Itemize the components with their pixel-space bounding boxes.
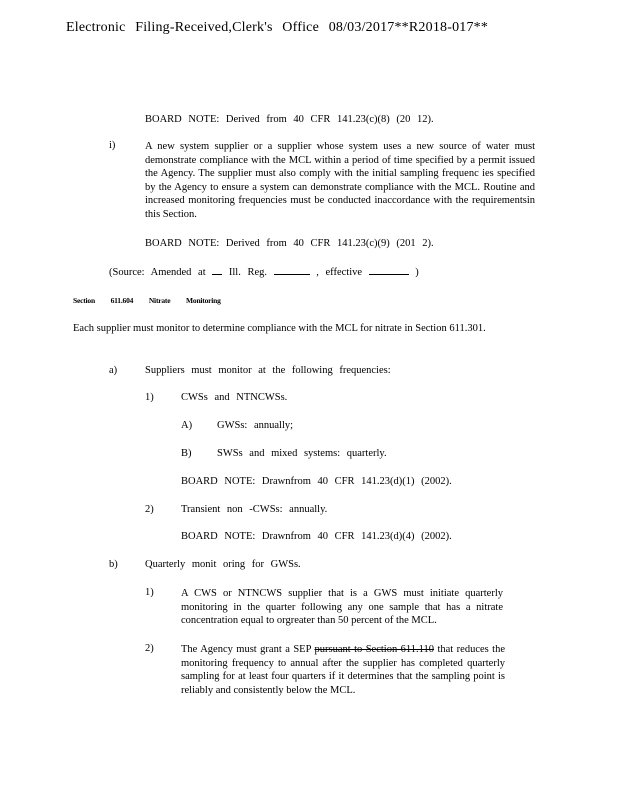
item-b2-text — [181, 643, 505, 697]
source-page-blank — [274, 265, 310, 275]
item-a1-text: CWSs and NTNCWSs. — [181, 392, 288, 403]
section-heading: Section 611.604 Nitrate Monitoring — [73, 296, 221, 305]
item-b2-pre: The Agency must grant a SEP — [181, 644, 312, 655]
source-close: ) — [415, 267, 419, 278]
item-a1-label: 1) — [145, 392, 154, 403]
source-date-blank — [369, 265, 409, 275]
item-b2-label: 2) — [145, 643, 154, 654]
item-b1-text: A CWS or NTNCWS supplier that is a GWS must initiate quarterly monitoring in the quarter following any one sample that has a nitrate concentration equal to orgreater than 50 percent of the MCL. — [181, 588, 503, 627]
source-prefix: (Source: Amended at — [109, 267, 206, 278]
source-reg: Ill. Reg. — [228, 267, 268, 278]
item-a1B-label: B) — [181, 448, 192, 459]
item-b-text: Quarterly monit oring for GWSs. — [145, 559, 301, 570]
item-a2-text: Transient non -CWSs: annually. — [181, 504, 328, 515]
item-a-label: a) — [109, 365, 118, 376]
item-b2-struck-text: pursuant to Section 611.110 — [314, 644, 435, 655]
section-intro: Each supplier must monitor to determine compliance with the MCL for nitrate in Section 611.301. — [73, 323, 486, 334]
source-line — [109, 265, 419, 278]
item-b1-label: 1) — [145, 587, 154, 598]
filing-header: Electronic Filing-Received,Clerk's Office 08/03/2017**R2018-017** — [66, 20, 489, 35]
item-a1A-text: GWSs: annually; — [217, 420, 294, 431]
source-effective: , effective — [316, 267, 363, 278]
board-note-derived-c9: BOARD NOTE: Derived from 40 CFR 141.23(c)(9) (201 2). — [145, 238, 434, 249]
board-note-d4: BOARD NOTE: Drawnfrom 40 CFR 141.23(d)(4) (2002). — [181, 531, 452, 542]
item-a1A-label: A) — [181, 420, 193, 431]
item-a-text: Suppliers must monitor at the following frequencies: — [145, 365, 391, 376]
source-volume-blank — [212, 265, 222, 275]
board-note-d1: BOARD NOTE: Drawnfrom 40 CFR 141.23(d)(1) (2002). — [181, 476, 452, 487]
board-note-derived-c8: BOARD NOTE: Derived from 40 CFR 141.23(c)(8) (20 12). — [145, 114, 434, 125]
item-b-label: b) — [109, 559, 118, 570]
item-a2-label: 2) — [145, 504, 154, 515]
item-i-label: i) — [109, 140, 116, 151]
item-a1B-text: SWSs and mixed systems: quarterly. — [217, 448, 387, 459]
item-b2-post: that reduces the monitoring frequency to annual after the supplier has completed quarterly sampling for at least four quarters if it determines that the sampling point is reliably and consistently below the MCL. — [181, 644, 506, 696]
item-i-text: A new system supplier or a supplier whose system uses a new source of water must demonstrate compliance with the MCL within a period of time specified by a permit issued the Agency. The supplier must also comply with the initial sampling frequenc ies specified by the Agency to ensure a system can demonstrate compliance with the MCL. Routine and increased monitoring frequencies must be conducted inaccordance with the requirementsin this Section. — [145, 141, 535, 220]
